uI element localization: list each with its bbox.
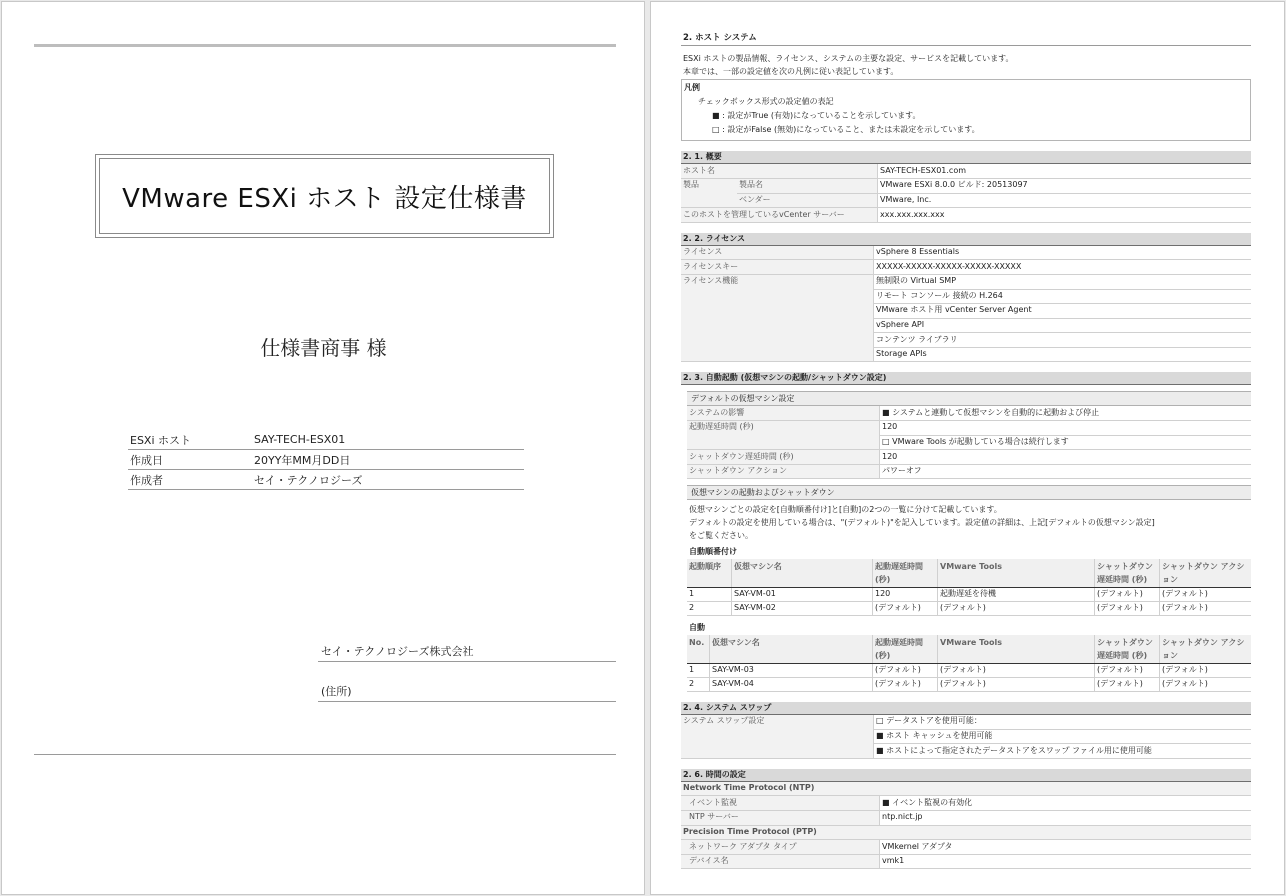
col-header: シャットダウン 遅延時間 (秒): [1095, 559, 1160, 588]
license-key-label: ライセンスキー: [681, 260, 874, 275]
cell: SAY-VM-03: [710, 664, 873, 678]
table-row: [687, 664, 1251, 678]
info-row-date: [128, 450, 524, 470]
vm-text-line: をご覧ください。: [689, 531, 753, 541]
system-effect-label: システムの影響: [687, 406, 880, 420]
table-row: [687, 588, 1251, 602]
swap-label: システム スワップ設定: [681, 715, 874, 758]
row-product-name: [681, 178, 1251, 193]
row-device: [681, 854, 1251, 869]
row-feature: [681, 274, 1251, 289]
cell: (デフォルト): [1095, 678, 1160, 692]
license-value: vSphere 8 Essentials: [874, 246, 1252, 260]
company-name: セイ・テクノロジーズ株式会社: [318, 642, 616, 662]
cell: (デフォルト): [873, 664, 938, 678]
overview-title: 2. 1. 概要: [681, 151, 1251, 164]
start-delay-label: 起動遅延時間 (秒): [687, 421, 880, 450]
shutdown-action-label: シャットダウン アクション: [687, 464, 880, 479]
col-header: 起動遅延時間 (秒): [873, 635, 938, 664]
row-license-key: [681, 260, 1251, 275]
title-box: [95, 154, 554, 238]
table-row: [687, 602, 1251, 616]
license-section: [681, 233, 1251, 363]
feature-item: 無制限の Virtual SMP: [874, 274, 1252, 289]
intro-line-2: 本章では、一部の設定値を次の凡例に従い表記しています。: [683, 67, 899, 77]
swap-option: ■ ホストによって指定されたデータストアをスワップ ファイル用に使用可能: [874, 744, 1252, 759]
swap-option: ■ ホスト キャッシュを使用可能: [874, 729, 1252, 744]
row-shutdown-action: [687, 464, 1251, 479]
cell: (デフォルト): [1160, 588, 1252, 602]
info-label: ESXi ホスト: [128, 430, 252, 450]
col-header: VMware Tools: [938, 635, 1095, 664]
vendor-label: ベンダー: [737, 193, 878, 208]
cell: SAY-VM-02: [732, 602, 873, 616]
cell: 120: [873, 588, 938, 602]
autostart-title: 2. 3. 自動起動 (仮想マシンの起動/シャットダウン設定): [681, 372, 1251, 385]
row-vcenter: [681, 208, 1251, 223]
col-header: 起動遅延時間 (秒): [873, 559, 938, 588]
shutdown-delay-label: シャットダウン遅延時間 (秒): [687, 450, 880, 465]
table-row: [687, 678, 1251, 692]
host-label: ホスト名: [681, 164, 878, 178]
col-header: 仮想マシン名: [710, 635, 873, 664]
col-header: 起動順序: [687, 559, 732, 588]
device-value: vmk1: [880, 854, 1252, 869]
swap-section: [681, 702, 1251, 759]
product-label: 製品: [681, 178, 737, 207]
shutdown-action-value: パワーオフ: [880, 464, 1252, 479]
autostart-section: [681, 372, 1251, 692]
cell: (デフォルト): [873, 678, 938, 692]
row-host: [681, 164, 1251, 178]
adapter-type-value: VMkernel アダプタ: [880, 840, 1252, 855]
vendor-value: VMware, Inc.: [878, 193, 1252, 208]
shutdown-delay-value: 120: [880, 450, 1252, 465]
start-delay-option: □ VMware Tools が起動している場合は続行します: [880, 435, 1252, 450]
cover-info-table: [128, 430, 524, 490]
cell: (デフォルト): [938, 602, 1095, 616]
info-value: 20YY年MM月DD日: [252, 450, 524, 470]
cell: (デフォルト): [1160, 664, 1252, 678]
cell: SAY-VM-01: [732, 588, 873, 602]
start-delay-value: 120: [880, 421, 1252, 436]
row-vendor: [681, 193, 1251, 208]
legend-true: ■ : 設定がTrue (有効)になっていることを示しています。: [712, 111, 921, 121]
cell: (デフォルト): [1160, 602, 1252, 616]
cell: (デフォルト): [1095, 664, 1160, 678]
row-event: [681, 796, 1251, 811]
cell: (デフォルト): [1095, 588, 1160, 602]
row-adapter-type: [681, 840, 1251, 855]
info-value: SAY-TECH-ESX01: [252, 430, 524, 450]
vcenter-value: xxx.xxx.xxx.xxx: [878, 208, 1252, 223]
spec-page: [651, 2, 1284, 894]
adapter-type-label: ネットワーク アダプタ タイプ: [681, 840, 880, 855]
col-header: シャットダウン アクション: [1160, 559, 1252, 588]
ntp-server-label: NTP サーバー: [681, 811, 880, 826]
cell: 起動遅延を待機: [938, 588, 1095, 602]
vcenter-label: このホストを管理しているvCenter サーバー: [681, 208, 878, 223]
row-swap: [681, 715, 1251, 729]
cover-page: [2, 2, 644, 894]
vm-text-line: デフォルトの設定を使用している場合は、"(デフォルト)"を記入しています。設定値の詳細は、上記[デフォルトの仮想マシン設定]: [689, 518, 1155, 528]
top-rule: [34, 44, 616, 47]
vm-startup-head: 仮想マシンの起動およびシャットダウン: [687, 485, 1251, 500]
feature-item: vSphere API: [874, 318, 1252, 333]
cell: (デフォルト): [1095, 602, 1160, 616]
col-header: 仮想マシン名: [732, 559, 873, 588]
ordered-title: 自動順番付け: [689, 547, 737, 557]
ntp-head: Network Time Protocol (NTP): [681, 782, 1251, 796]
info-value: セイ・テクノロジーズ: [252, 470, 524, 490]
row-ntp-server: [681, 811, 1251, 826]
col-header: シャットダウン アクション: [1160, 635, 1252, 664]
vm-text-line: 仮想マシンごとの設定を[自動順番付け]と[自動]の2つの一覧に分けて記載しています。: [689, 505, 1002, 515]
legend-false: □ : 設定がFalse (無効)になっていること、または未設定を示しています。: [712, 125, 980, 135]
license-key-value: XXXXX-XXXXX-XXXXX-XXXXX-XXXXX: [874, 260, 1252, 275]
ntp-server-value: ntp.nict.jp: [880, 811, 1252, 826]
time-section: [681, 769, 1251, 870]
row-ntp-head: [681, 782, 1251, 796]
features-label: ライセンス機能: [681, 274, 874, 362]
info-row-author: [128, 470, 524, 490]
cell: (デフォルト): [1160, 678, 1252, 692]
event-label: イベント監視: [681, 796, 880, 811]
cell: (デフォルト): [873, 602, 938, 616]
default-vm-settings-head: デフォルトの仮想マシン設定: [687, 391, 1251, 406]
auto-table: [687, 635, 1251, 692]
system-effect-value: ■ システムと連動して仮想マシンを自動的に起動および停止: [880, 406, 1252, 420]
cell: 1: [687, 588, 732, 602]
time-title: 2. 6. 時間の設定: [681, 769, 1251, 782]
product-name-value: VMware ESXi 8.0.0 ビルド: 20513097: [878, 178, 1252, 193]
event-value: ■ イベント監視の有効化: [880, 796, 1252, 811]
device-label: デバイス名: [681, 854, 880, 869]
cell: 1: [687, 664, 710, 678]
ordered-table: [687, 559, 1251, 616]
feature-item: Storage APIs: [874, 347, 1252, 362]
row-start-delay: [687, 421, 1251, 436]
vm-startup-text: [687, 503, 1251, 542]
row-ptp-head: [681, 825, 1251, 840]
license-title: 2. 2. ライセンス: [681, 233, 1251, 246]
feature-item: コンテンツ ライブラリ: [874, 333, 1252, 348]
feature-item: VMware ホスト用 vCenter Server Agent: [874, 304, 1252, 319]
col-header: No.: [687, 635, 710, 664]
cell: 2: [687, 602, 732, 616]
col-header: VMware Tools: [938, 559, 1095, 588]
swap-title: 2. 4. システム スワップ: [681, 702, 1251, 715]
legend-box: [681, 79, 1251, 141]
row-license: [681, 246, 1251, 260]
info-label: 作成日: [128, 450, 252, 470]
col-header: シャットダウン 遅延時間 (秒): [1095, 635, 1160, 664]
overview-section: [681, 151, 1251, 222]
company-block: [318, 642, 616, 702]
row-shutdown-delay: [687, 450, 1251, 465]
cell: SAY-VM-04: [710, 678, 873, 692]
cell: (デフォルト): [938, 664, 1095, 678]
legend-line: チェックボックス形式の設定値の表記: [698, 97, 834, 107]
document-title: VMware ESXi ホスト 設定仕様書: [122, 183, 527, 214]
swap-option: □ データストアを使用可能：: [874, 715, 1252, 729]
row-system-effect: [687, 406, 1251, 420]
client-name: 仕様書商事 様: [260, 336, 387, 360]
bottom-rule: [34, 754, 616, 755]
cell: (デフォルト): [938, 678, 1095, 692]
product-name-label: 製品名: [737, 178, 878, 193]
cell: 2: [687, 678, 710, 692]
legend-title: 凡例: [684, 83, 700, 93]
feature-item: リモート コンソール 接続の H.264: [874, 289, 1252, 304]
auto-title: 自動: [689, 623, 705, 633]
license-label: ライセンス: [681, 246, 874, 260]
ptp-head: Precision Time Protocol (PTP): [681, 825, 1251, 840]
section-heading: 2. ホスト システム: [681, 32, 1251, 46]
info-row-host: [128, 430, 524, 450]
host-value: SAY-TECH-ESX01.com: [878, 164, 1252, 178]
intro-line-1: ESXi ホストの製品情報、ライセンス、システムの主要な設定、サービスを記載しています。: [683, 54, 1014, 64]
company-address: (住所): [318, 682, 616, 702]
info-label: 作成者: [128, 470, 252, 490]
